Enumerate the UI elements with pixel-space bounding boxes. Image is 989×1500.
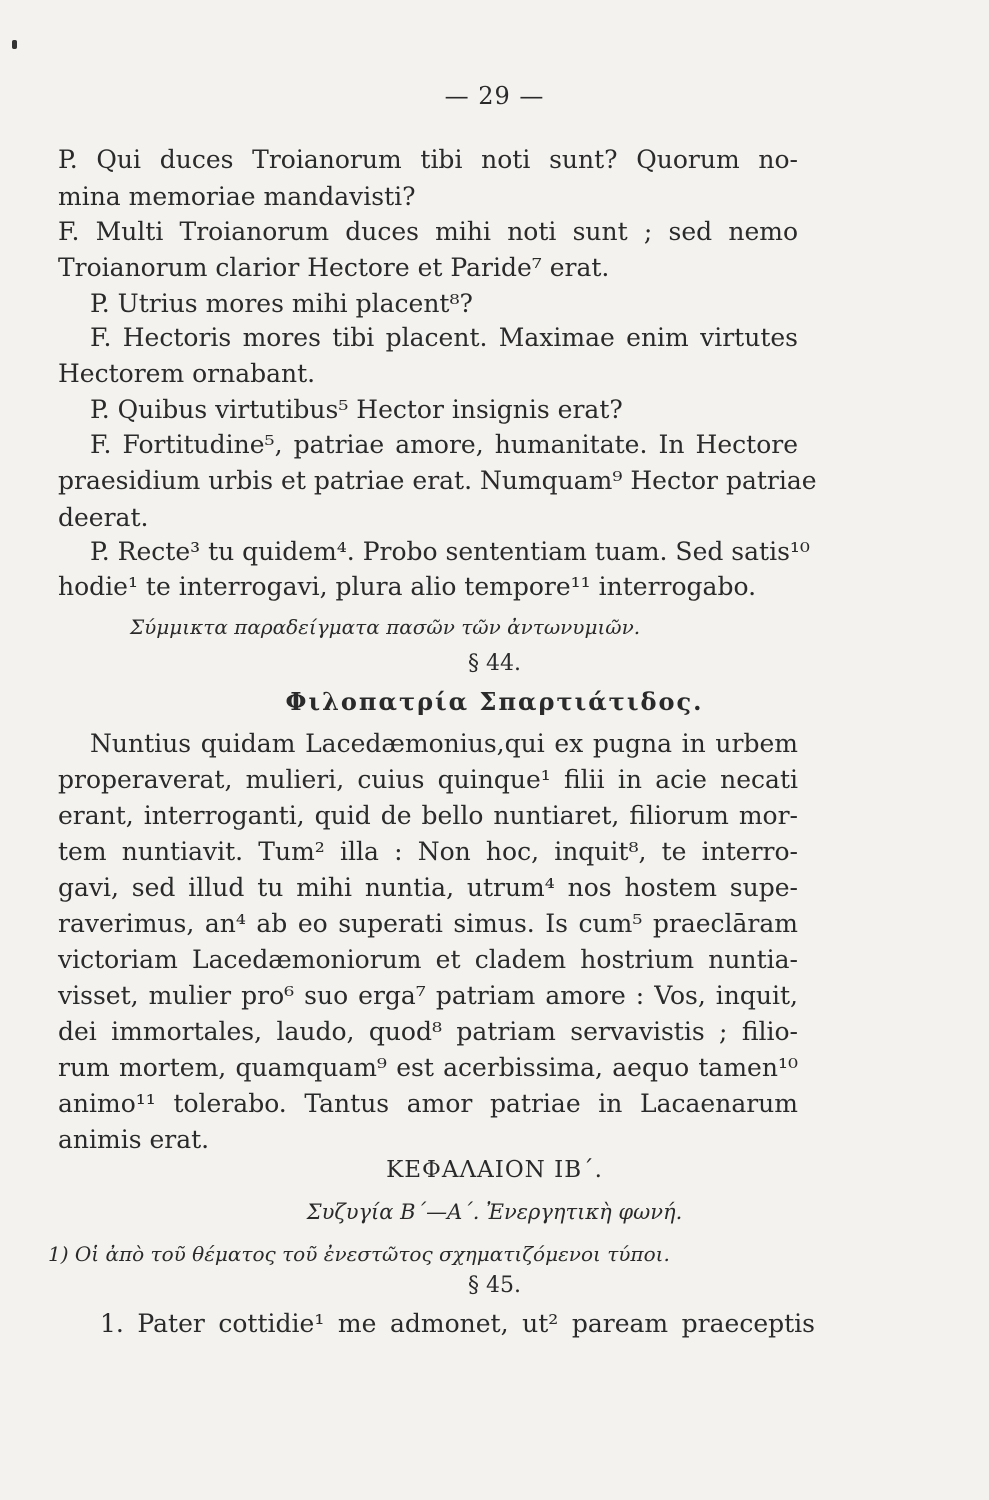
text-line: P. Quibus virtutibus⁵ Hector insignis erat? bbox=[90, 395, 623, 424]
text-line: deerat. bbox=[58, 503, 149, 532]
greek-note: Σύμμικτα παραδείγματα πασῶν τῶν ἀντωνυμιῶν. bbox=[130, 615, 641, 639]
passage-line: tem nuntiavit. Tum² illa : Non hoc, inquit⁸, te interro- bbox=[58, 837, 798, 866]
chapter-title: ΚΕΦΑΛΑΙΟΝ ΙΒ΄. bbox=[386, 1157, 603, 1183]
text-line: P. Utrius mores mihi placent⁸? bbox=[90, 289, 473, 318]
passage-line: dei immortales, laudo, quod⁸ patriam servavistis ; filio- bbox=[58, 1017, 798, 1046]
passage-line: animis erat. bbox=[58, 1125, 210, 1154]
text-line: hodie¹ te interrogavi, plura alio tempore¹¹ interrogabo. bbox=[58, 572, 757, 601]
exercise-line: 1. Pater cottidie¹ me admonet, ut² paream praeceptis bbox=[100, 1309, 815, 1338]
passage-line: raverimus, an⁴ ab eo superati simus. Is cum⁵ praeclāram bbox=[58, 909, 798, 938]
text-line: P. Recte³ tu quidem⁴. Probo sententiam tuam. Sed satis¹⁰ bbox=[90, 537, 810, 566]
text-line: F. Hectoris mores tibi placent. Maximae enim virtutes bbox=[90, 323, 798, 352]
conjugation-heading: Συζυγία Β΄—Α΄. Ἐνεργητικὴ φωνή. bbox=[306, 1200, 683, 1224]
passage-line: victoriam Lacedæmoniorum et cladem hostrium nuntia- bbox=[58, 945, 798, 974]
ink-speck bbox=[12, 40, 17, 49]
passage-line: animo¹¹ tolerabo. Tantus amor patriae in Lacaenarum bbox=[58, 1089, 798, 1118]
passage-line: visset, mulier pro⁶ suo erga⁷ patriam amore : Vos, inquit, bbox=[58, 981, 798, 1010]
passage-line: rum mortem, quamquam⁹ est acerbissima, aequo tamen¹⁰ bbox=[58, 1053, 798, 1082]
tenses-note: 1) Οἱ ἀπὸ τοῦ θέματος τοῦ ἐνεστῶτος σχηματιζόμενοι τύποι. bbox=[48, 1242, 670, 1266]
section-number-45: § 45. bbox=[468, 1273, 521, 1298]
passage-line: properaverat, mulieri, cuius quinque¹ filii in acie necati bbox=[58, 765, 798, 794]
text-line: Troianorum clarior Hectore et Paride⁷ erat. bbox=[58, 253, 610, 282]
text-line: F. Fortitudine⁵, patriae amore, humanitate. In Hectore bbox=[90, 430, 798, 459]
passage-line: Nuntius quidam Lacedæmonius,qui ex pugna in urbem bbox=[90, 729, 798, 758]
text-line: P. Qui duces Troianorum tibi noti sunt? Quorum no- bbox=[58, 145, 798, 174]
page-number: — 29 — bbox=[444, 82, 545, 110]
section-number-44: § 44. bbox=[468, 651, 521, 676]
text-line: Hectorem ornabant. bbox=[58, 359, 316, 388]
text-line: praesidium urbis et patriae erat. Numquam⁹ Hector patriae bbox=[58, 466, 817, 495]
section-heading-44: Φιλοπατρία Σπαρτιάτιδος. bbox=[285, 687, 704, 716]
text-line: F. Multi Troianorum duces mihi noti sunt ; sed nemo bbox=[58, 217, 798, 246]
passage-line: gavi, sed illud tu mihi nuntia, utrum⁴ nos hostem supe- bbox=[58, 873, 798, 902]
text-line: mina memoriae mandavisti? bbox=[58, 182, 416, 211]
passage-line: erant, interroganti, quid de bello nuntiaret, filiorum mor- bbox=[58, 801, 798, 830]
